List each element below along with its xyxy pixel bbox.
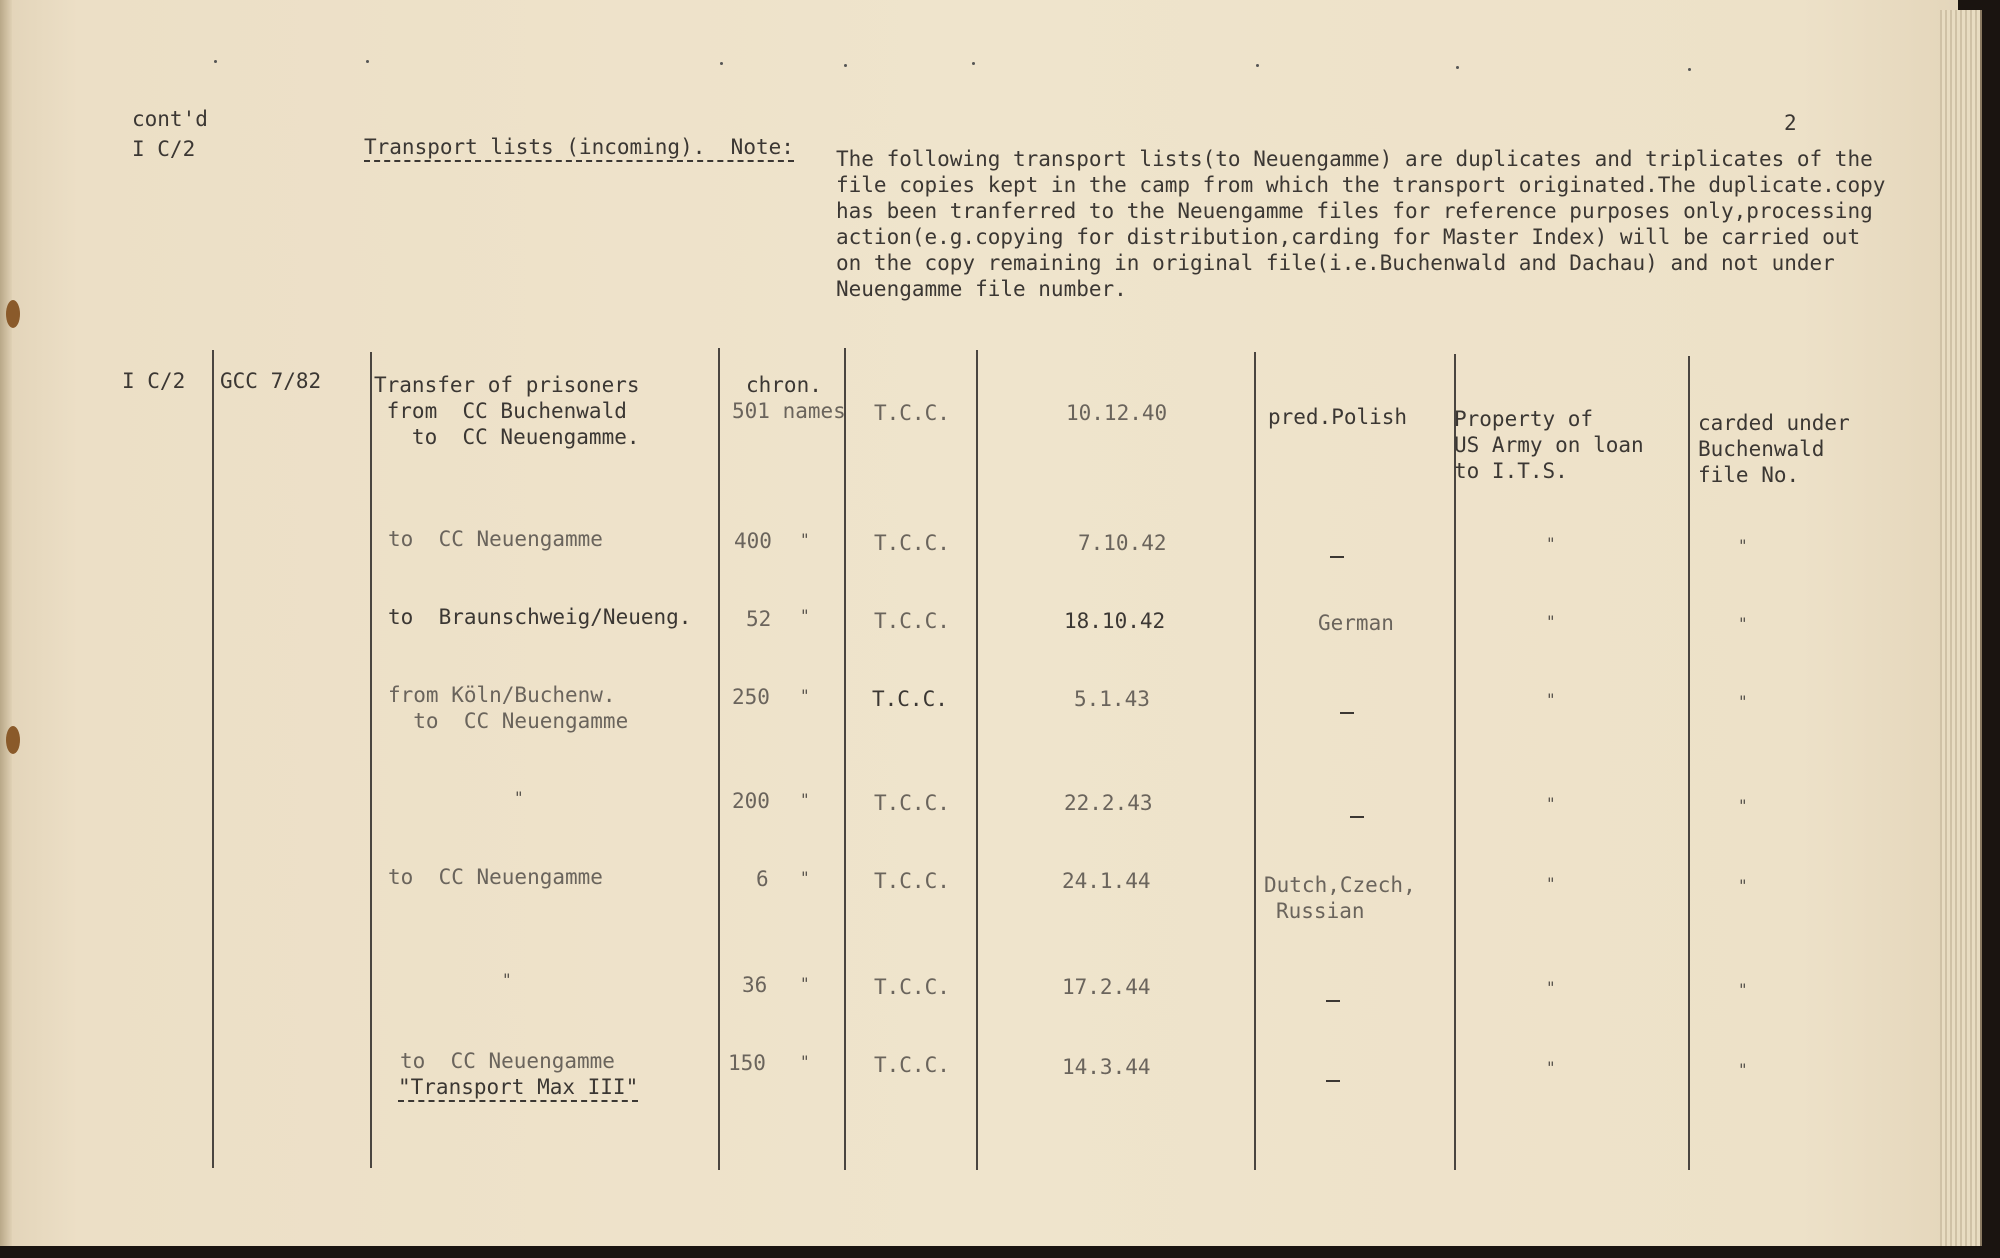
ditto-mark: " (1738, 796, 1748, 815)
note-line: on the copy remaining in original file(i.e.Buchenwald and Dachau) and not under (836, 251, 1835, 275)
ditto-mark: " (800, 530, 810, 549)
column-rule (718, 348, 720, 1170)
column-rule (844, 348, 846, 1170)
row-count: 501 names (732, 399, 846, 423)
row-count: 400 (734, 529, 772, 553)
typewriter-dot (1456, 66, 1459, 69)
row-desc: " (502, 970, 512, 989)
binding-fold (0, 0, 12, 1246)
ditto-mark: " (1738, 692, 1748, 711)
row-property: US Army on loan (1454, 433, 1644, 457)
page-stack-edges (1940, 10, 1982, 1246)
row-desc: "Transport Max III" (398, 1074, 638, 1102)
row-desc: to CC Neuengamme (400, 1049, 615, 1073)
column-rule (370, 352, 372, 1168)
ditto-mark: " (1738, 1060, 1748, 1079)
row-desc: to CC Neuengamme (388, 865, 603, 889)
row-date: 18.10.42 (1064, 609, 1166, 633)
ditto-mark: " (1546, 978, 1556, 997)
row-desc: from CC Buchenwald (374, 399, 627, 423)
row-nationality: Russian (1276, 899, 1365, 923)
row-type: T.C.C. (874, 1053, 950, 1077)
note-line: Neuengamme file number. (836, 277, 1127, 301)
ditto-mark: " (800, 686, 810, 705)
row-carded: Buchenwald (1698, 437, 1825, 461)
row-type: T.C.C. (874, 975, 950, 999)
note-line: The following transport lists(to Neuengamme) are duplicates and triplicates of the (836, 147, 1873, 171)
ditto-mark: " (1546, 690, 1556, 709)
page-number: 2 (1784, 111, 1797, 135)
file-ref: I C/2 (132, 137, 196, 161)
row-count: 250 (732, 685, 770, 709)
note-line: has been tranferred to the Neuengamme files for reference purposes only,processing (836, 199, 1873, 223)
typewriter-dot (844, 64, 847, 67)
ditto-mark: " (1738, 876, 1748, 895)
ditto-mark: " (800, 790, 810, 809)
binding-hole (6, 300, 20, 328)
typewriter-dot (214, 60, 217, 63)
row-desc: to Braunschweig/Neueng. (388, 605, 692, 629)
row-property: to I.T.S. (1454, 459, 1568, 483)
row-date: 14.3.44 (1062, 1055, 1151, 1079)
row-type: T.C.C. (874, 531, 950, 555)
typewriter-dot (1688, 68, 1691, 71)
column-rule (212, 350, 214, 1168)
typewriter-dot (1256, 64, 1259, 67)
row-desc: to CC Neuengamme (388, 527, 603, 551)
row-count: 150 (728, 1051, 766, 1075)
ditto-mark: " (1546, 534, 1556, 553)
row-count: 36 (742, 973, 768, 997)
row-date: 24.1.44 (1062, 869, 1151, 893)
row-nationality-dash (1326, 1000, 1340, 1002)
ditto-mark: " (1738, 980, 1748, 999)
typewriter-dot (972, 62, 975, 65)
row-nationality: pred.Polish (1268, 405, 1408, 429)
ditto-mark: " (800, 1052, 810, 1071)
row-type: T.C.C. (874, 869, 950, 893)
row-nationality: Dutch,Czech, (1264, 873, 1416, 897)
ditto-mark: " (1546, 794, 1556, 813)
contd-label: cont'd (132, 107, 208, 131)
row-carded: file No. (1698, 463, 1800, 487)
row-nationality-dash (1340, 712, 1354, 714)
row-desc: to CC Neuengamme. (374, 425, 640, 449)
row-carded: carded under (1698, 411, 1850, 435)
row-date: 10.12.40 (1066, 401, 1168, 425)
ditto-mark: " (800, 606, 810, 625)
column-rule (1254, 352, 1256, 1170)
row-type: T.C.C. (872, 687, 948, 711)
row-desc: Transfer of prisoners (374, 373, 640, 397)
row-count: 52 (746, 607, 772, 631)
binding-hole (6, 726, 20, 754)
section-title: Transport lists (incoming). Note: (364, 134, 794, 162)
table-file-no: GCC 7/82 (220, 369, 322, 393)
row-date: 22.2.43 (1064, 791, 1153, 815)
row-type: T.C.C. (874, 609, 950, 633)
column-rule (1688, 356, 1690, 1170)
row-property: Property of (1454, 407, 1594, 431)
row-nationality: German (1318, 611, 1394, 635)
row-nationality-dash (1350, 816, 1364, 818)
ditto-mark: " (800, 868, 810, 887)
row-nationality-dash (1330, 556, 1344, 558)
row-count: 6 (756, 867, 769, 891)
row-date: 5.1.43 (1074, 687, 1150, 711)
note-line: file copies kept in the camp from which the transport originated.The duplicate.copy (836, 173, 1886, 197)
row-desc: from Köln/Buchenw. (388, 683, 616, 707)
ditto-mark: " (800, 974, 810, 993)
column-rule (976, 350, 978, 1170)
note-line: action(e.g.copying for distribution,carding for Master Index) will be carried out (836, 225, 1861, 249)
ditto-mark: " (1738, 614, 1748, 633)
row-nationality-dash (1326, 1080, 1340, 1082)
typewriter-dot (366, 60, 369, 63)
ditto-mark: " (1546, 612, 1556, 631)
row-date: 7.10.42 (1078, 531, 1167, 555)
ditto-mark: " (1546, 874, 1556, 893)
row-type: T.C.C. (874, 401, 950, 425)
row-count: 200 (732, 789, 770, 813)
ditto-mark: " (1546, 1058, 1556, 1077)
typewriter-dot (720, 62, 723, 65)
row-type: T.C.C. (874, 791, 950, 815)
ditto-mark: " (1738, 536, 1748, 555)
table-section: I C/2 (122, 369, 186, 393)
row-desc: " (514, 788, 524, 807)
row-desc: to CC Neuengamme (388, 709, 629, 733)
row-date: 17.2.44 (1062, 975, 1151, 999)
row-count-label: chron. (746, 373, 822, 397)
